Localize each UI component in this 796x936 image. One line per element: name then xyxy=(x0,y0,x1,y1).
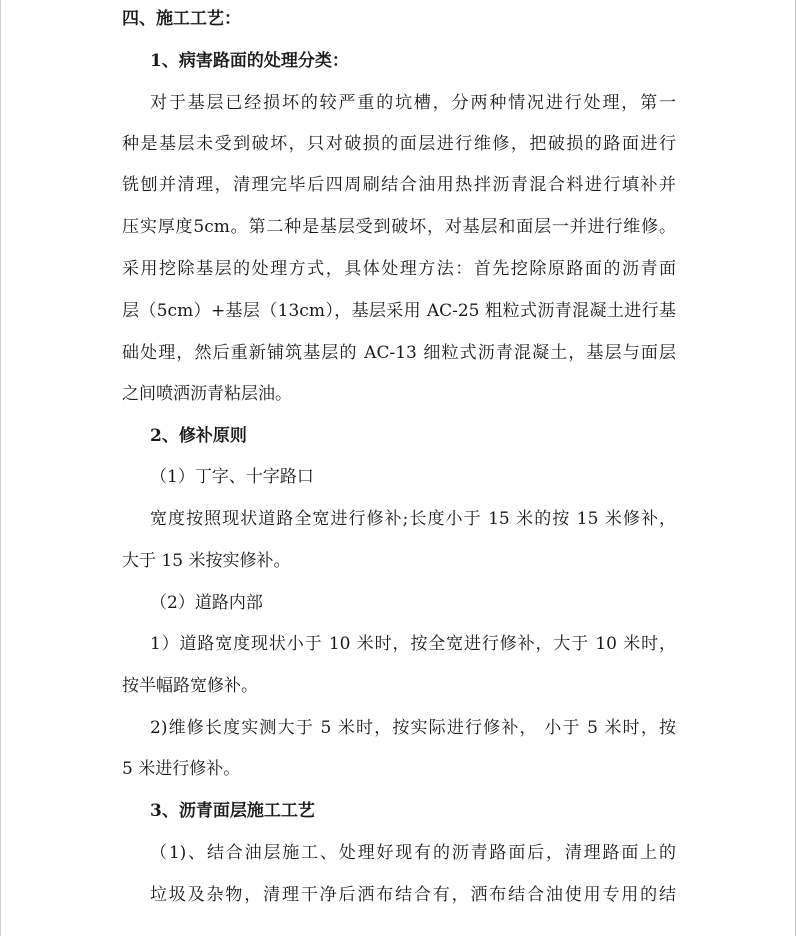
paragraph-line: 采用挖除基层的处理方式，具体处理方法：首先挖除原路面的沥青面 xyxy=(122,259,676,279)
paragraph-line: 铣刨并清理，清理完毕后四周刷结合油用热拌沥青混合料进行填补并 xyxy=(122,175,676,195)
subsection-heading: 3、沥青面层施工工艺 xyxy=(150,801,315,821)
paragraph-line: 宽度按照现状道路全宽进行修补;长度小于 15 米的按 15 米修补， xyxy=(150,509,676,529)
paragraph-line: 对于基层已经损坏的较严重的坑槽，分两种情况进行处理，第一 xyxy=(150,93,676,113)
paragraph-line: 大于 15 米按实修补。 xyxy=(122,551,291,571)
paragraph-line: 5 米进行修补。 xyxy=(122,759,241,779)
item-heading: （2）道路内部 xyxy=(150,593,263,613)
item-heading: （1）丁字、十字路口 xyxy=(150,467,314,487)
paragraph-line: 层（5cm）+基层（13cm），基层采用 AC-25 粗粒式沥青混凝土进行基 xyxy=(122,301,676,321)
paragraph-line: 种是基层未受到破坏，只对破损的面层进行维修，把破损的路面进行 xyxy=(122,134,676,154)
paragraph-line: （1)、结合油层施工、处理好现有的沥青路面后，清理路面上的 xyxy=(150,843,676,863)
page-edge-left xyxy=(0,0,1,936)
paragraph-line: 垃圾及杂物，清理干净后洒布结合有，洒布结合油使用专用的结 xyxy=(150,885,676,905)
paragraph-line: 之间喷洒沥青粘层油。 xyxy=(122,384,292,404)
paragraph-line: 压实厚度5cm。第二种是基层受到破坏，对基层和面层一并进行维修。 xyxy=(122,217,676,237)
paragraph-line: 础处理，然后重新铺筑基层的 AC-13 细粒式沥青混凝土，基层与面层 xyxy=(122,343,676,363)
paragraph-line: 1）道路宽度现状小于 10 米时，按全宽进行修补，大于 10 米时， xyxy=(150,634,676,654)
section-heading: 四、施工工艺： xyxy=(122,9,241,29)
paragraph-line: 按半幅路宽修补。 xyxy=(122,676,258,696)
subsection-heading: 2、修补原则 xyxy=(150,426,247,446)
paragraph-line: 2)维修长度实测大于 5 米时，按实际进行修补， 小于 5 米时，按 xyxy=(150,718,676,738)
subsection-heading: 1、病害路面的处理分类： xyxy=(150,51,349,71)
